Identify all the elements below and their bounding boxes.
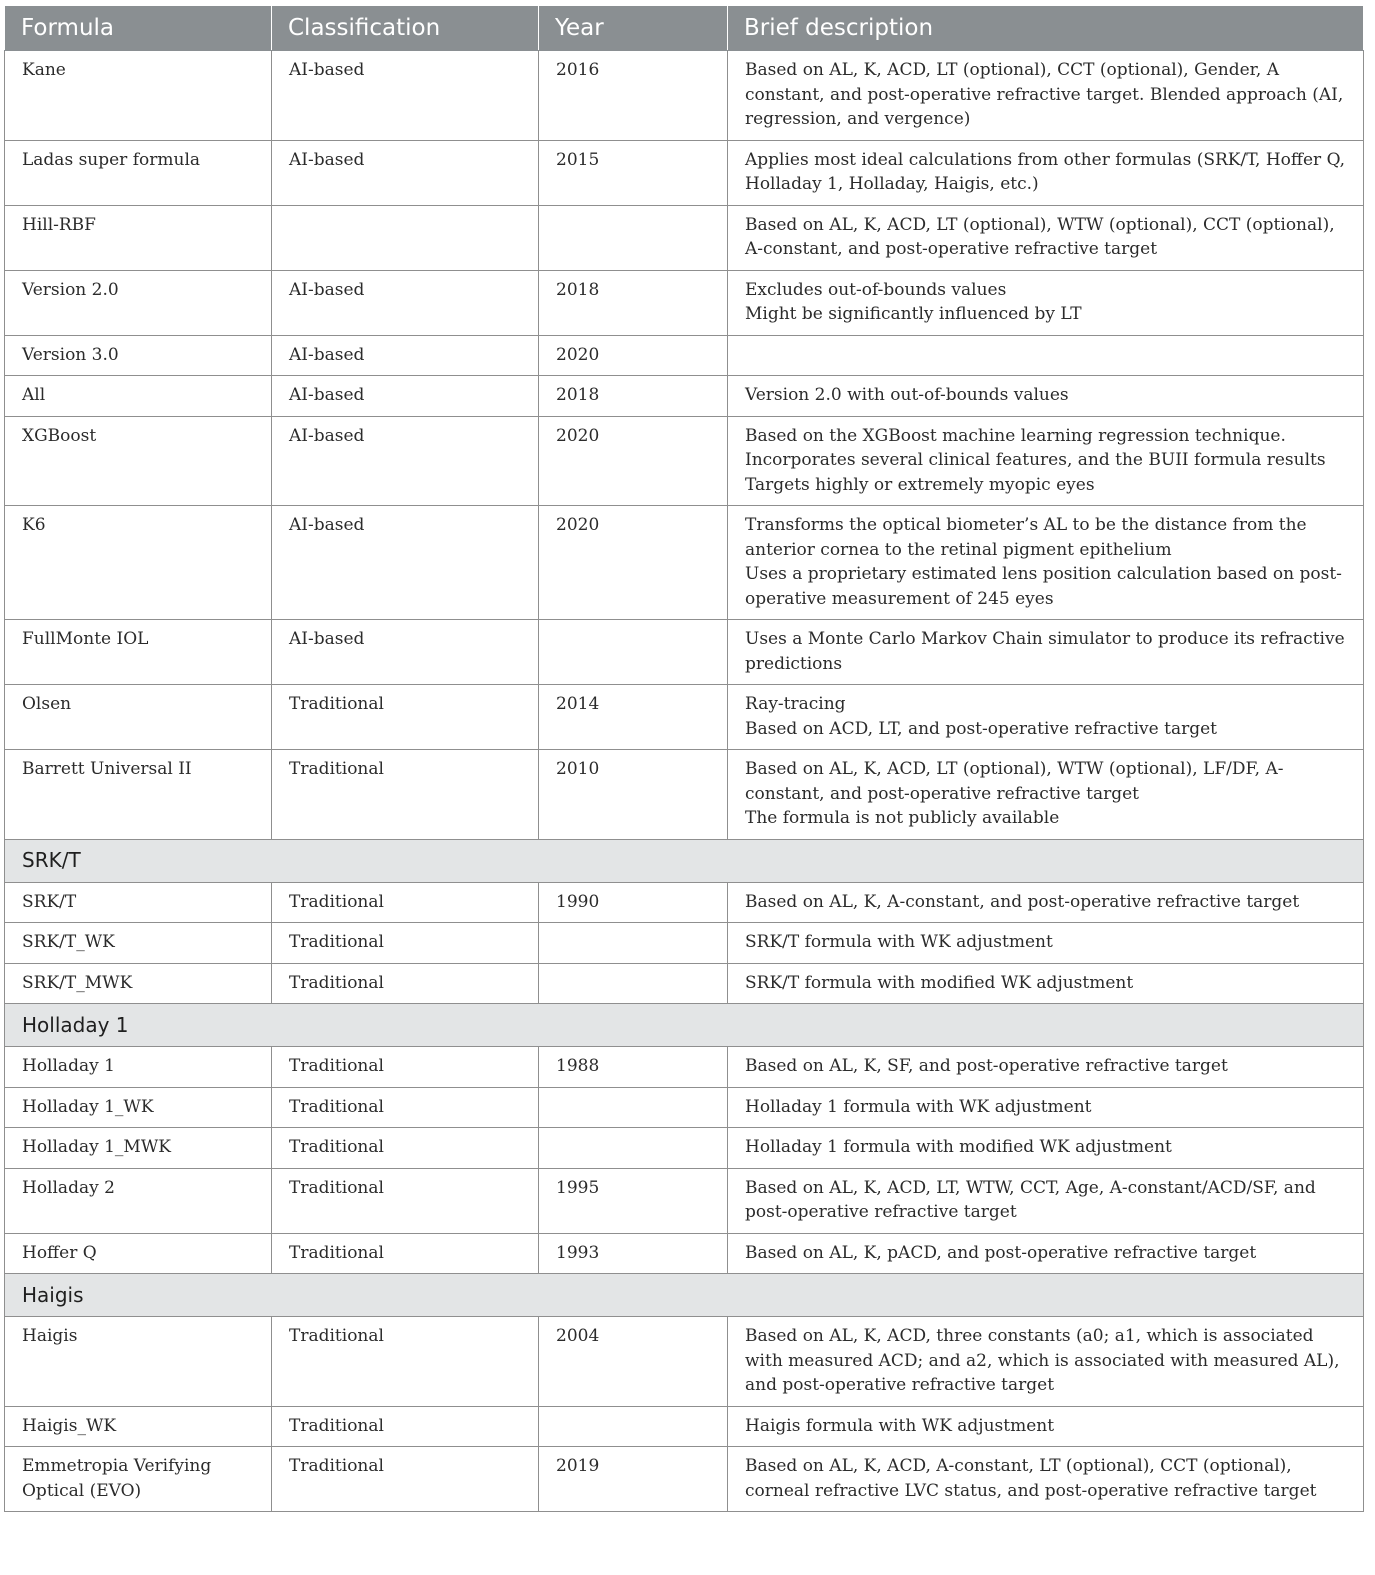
- table-row: [5, 1406, 1364, 1447]
- cell-year: [539, 620, 728, 685]
- cell-formula: Holladay 1: [5, 1047, 272, 1088]
- cell-formula: SRK/T_MWK: [5, 963, 272, 1004]
- cell-formula: SRK/T_WK: [5, 923, 272, 964]
- cell-year: 2016: [539, 51, 728, 141]
- cell-description: [728, 1406, 1364, 1447]
- cell-formula: XGBoost: [5, 416, 272, 506]
- cell-year: 1995: [539, 1168, 728, 1233]
- cell-description: [728, 1447, 1364, 1512]
- table-row: [5, 1168, 1364, 1233]
- cell-formula: All: [5, 376, 272, 417]
- description-line: The formula is not publicly available: [745, 808, 1060, 828]
- cell-description: [728, 416, 1364, 506]
- cell-classification: AI-based: [272, 506, 539, 620]
- group-label: SRK/T: [5, 839, 1364, 882]
- description-line: Excludes out-of-bounds values: [745, 279, 1007, 300]
- description-line: SRK/T formula with WK adjustment: [745, 932, 1053, 952]
- description-line: Holladay 1 formula with modified WK adjustment: [745, 1137, 1172, 1157]
- cell-year: [539, 1087, 728, 1128]
- cell-classification: Traditional: [272, 1087, 539, 1128]
- cell-description: [728, 620, 1364, 685]
- table-row: [5, 506, 1364, 620]
- cell-year: 1993: [539, 1233, 728, 1274]
- cell-classification: Traditional: [272, 1047, 539, 1088]
- description-line: Based on AL, K, SF, and post-operative refractive target: [745, 1056, 1228, 1076]
- cell-year: 1990: [539, 882, 728, 923]
- description-line: Based on AL, K, pACD, and post-operative refractive target: [745, 1242, 1257, 1263]
- cell-year: 2018: [539, 270, 728, 335]
- cell-classification: AI-based: [272, 140, 539, 205]
- cell-description: [728, 750, 1364, 840]
- cell-description: [728, 51, 1364, 141]
- header-year: Year: [539, 6, 728, 51]
- cell-description: [728, 882, 1364, 923]
- cell-formula: Version 3.0: [5, 335, 272, 376]
- cell-classification: AI-based: [272, 376, 539, 417]
- cell-classification: Traditional: [272, 1317, 539, 1407]
- table-row: [5, 1047, 1364, 1088]
- cell-formula: Holladay 1_MWK: [5, 1128, 272, 1169]
- cell-year: [539, 963, 728, 1004]
- cell-formula: K6: [5, 506, 272, 620]
- cell-classification: AI-based: [272, 51, 539, 141]
- table-row: [5, 1447, 1364, 1512]
- description-line: Based on AL, K, ACD, LT (optional), CCT (optional), Gender, A constant, and post-operative refractive target. Blended approach (AI, regression, and vergence): [745, 60, 1344, 129]
- description-line: Based on AL, K, ACD, A-constant, LT (optional), CCT (optional), corneal refractive LVC status, and post-operative refractive target: [745, 1456, 1317, 1501]
- cell-year: 2010: [539, 750, 728, 840]
- group-row: [5, 1274, 1364, 1317]
- group-row: [5, 1004, 1364, 1047]
- table-row: [5, 1317, 1364, 1407]
- description-line: Version 2.0 with out-of-bounds values: [745, 385, 1069, 405]
- cell-year: 2020: [539, 335, 728, 376]
- cell-description: [728, 1168, 1364, 1233]
- description-line: Holladay 1 formula with WK adjustment: [745, 1096, 1092, 1117]
- cell-year: [539, 1128, 728, 1169]
- cell-description: [728, 1087, 1364, 1128]
- table-row: [5, 335, 1364, 376]
- header-formula: Formula: [5, 6, 272, 51]
- cell-formula: Olsen: [5, 685, 272, 750]
- description-line: SRK/T formula with modified WK adjustment: [745, 972, 1134, 993]
- cell-description: [728, 506, 1364, 620]
- description-line: Based on the XGBoost machine learning regression technique.: [745, 425, 1286, 446]
- cell-description: [728, 923, 1364, 964]
- cell-year: 2020: [539, 506, 728, 620]
- cell-formula: FullMonte IOL: [5, 620, 272, 685]
- cell-classification: [272, 205, 539, 270]
- table-row: [5, 923, 1364, 964]
- cell-classification: Traditional: [272, 1233, 539, 1274]
- cell-classification: AI-based: [272, 416, 539, 506]
- cell-year: 2004: [539, 1317, 728, 1407]
- cell-year: [539, 205, 728, 270]
- cell-classification: Traditional: [272, 1447, 539, 1512]
- header-description: Brief description: [728, 6, 1364, 51]
- cell-description: [728, 963, 1364, 1004]
- cell-description: [728, 270, 1364, 335]
- cell-classification: Traditional: [272, 750, 539, 840]
- cell-formula: Haigis: [5, 1317, 272, 1407]
- description-line: Incorporates several clinical features, and the BUII formula results: [745, 450, 1326, 470]
- cell-description: [728, 1233, 1364, 1274]
- table-row: [5, 416, 1364, 506]
- cell-description: [728, 376, 1364, 417]
- group-label: Holladay 1: [5, 1004, 1364, 1047]
- description-line: Ray-tracing: [745, 694, 846, 714]
- table-row: [5, 1087, 1364, 1128]
- cell-formula: Kane: [5, 51, 272, 141]
- description-line: Might be significantly influenced by LT: [745, 304, 1082, 324]
- cell-description: [728, 335, 1364, 376]
- table-row: [5, 750, 1364, 840]
- cell-classification: Traditional: [272, 923, 539, 964]
- header-classification: Classification: [272, 6, 539, 51]
- description-line: Uses a proprietary estimated lens position calculation based on post-operative measurement of 245 eyes: [745, 564, 1342, 609]
- description-line: Uses a Monte Carlo Markov Chain simulator to produce its refractive predictions: [745, 629, 1345, 674]
- formula-table: [4, 5, 1364, 1512]
- table-row: [5, 51, 1364, 141]
- table-row: [5, 1128, 1364, 1169]
- cell-formula: Haigis_WK: [5, 1406, 272, 1447]
- cell-classification: Traditional: [272, 882, 539, 923]
- cell-year: 2020: [539, 416, 728, 506]
- cell-year: 1988: [539, 1047, 728, 1088]
- table-row: [5, 685, 1364, 750]
- cell-year: 2015: [539, 140, 728, 205]
- description-line: Based on AL, K, ACD, LT (optional), WTW (optional), CCT (optional), A-constant, and post-operative refractive target: [745, 214, 1335, 259]
- description-line: Targets highly or extremely myopic eyes: [745, 474, 1095, 495]
- description-line: Transforms the optical biometer’s AL to be the distance from the anterior cornea to the retinal pigment epithelium: [745, 515, 1307, 560]
- cell-year: [539, 1406, 728, 1447]
- cell-formula: Hoffer Q: [5, 1233, 272, 1274]
- cell-formula: Holladay 1_WK: [5, 1087, 272, 1128]
- cell-classification: Traditional: [272, 685, 539, 750]
- cell-classification: Traditional: [272, 1168, 539, 1233]
- cell-description: [728, 205, 1364, 270]
- cell-formula: Barrett Universal II: [5, 750, 272, 840]
- cell-classification: AI-based: [272, 270, 539, 335]
- cell-classification: AI-based: [272, 335, 539, 376]
- description-line: Based on AL, K, A-constant, and post-operative refractive target: [745, 891, 1300, 912]
- description-line: Applies most ideal calculations from other formulas (SRK/T, Hoffer Q, Holladay 1, Holladay, Haigis, etc.): [745, 149, 1346, 194]
- table-row: [5, 205, 1364, 270]
- cell-description: [728, 140, 1364, 205]
- cell-description: [728, 685, 1364, 750]
- header-row: [5, 6, 1364, 51]
- cell-description: [728, 1047, 1364, 1088]
- table-body: [5, 51, 1364, 1512]
- cell-year: 2018: [539, 376, 728, 417]
- cell-year: 2014: [539, 685, 728, 750]
- cell-formula: Holladay 2: [5, 1168, 272, 1233]
- table-row: [5, 882, 1364, 923]
- group-row: [5, 839, 1364, 882]
- cell-classification: Traditional: [272, 1128, 539, 1169]
- cell-description: [728, 1317, 1364, 1407]
- table-row: [5, 140, 1364, 205]
- cell-year: 2019: [539, 1447, 728, 1512]
- description-line: Based on AL, K, ACD, LT, WTW, CCT, Age, A-constant/ACD/SF, and post-operative refractive target: [745, 1177, 1316, 1222]
- cell-classification: Traditional: [272, 1406, 539, 1447]
- description-line: Haigis formula with WK adjustment: [745, 1415, 1055, 1436]
- table-row: [5, 270, 1364, 335]
- cell-classification: Traditional: [272, 963, 539, 1004]
- table-row: [5, 376, 1364, 417]
- cell-formula: Emmetropia Verifying Optical (EVO): [5, 1447, 272, 1512]
- description-line: Based on AL, K, ACD, LT (optional), WTW (optional), LF/DF, A-constant, and post-operative refractive target: [745, 759, 1284, 804]
- description-line: Based on ACD, LT, and post-operative refractive target: [745, 718, 1217, 739]
- table-row: [5, 620, 1364, 685]
- table-row: [5, 1233, 1364, 1274]
- cell-classification: AI-based: [272, 620, 539, 685]
- cell-description: [728, 1128, 1364, 1169]
- cell-formula: SRK/T: [5, 882, 272, 923]
- group-label: Haigis: [5, 1274, 1364, 1317]
- cell-formula: Hill-RBF: [5, 205, 272, 270]
- description-line: Based on AL, K, ACD, three constants (a0; a1, which is associated with measured ACD; and a2, which is associated with measured AL), and post-operative refractive target: [745, 1326, 1340, 1395]
- cell-year: [539, 923, 728, 964]
- cell-formula: Ladas super formula: [5, 140, 272, 205]
- table-row: [5, 963, 1364, 1004]
- cell-formula: Version 2.0: [5, 270, 272, 335]
